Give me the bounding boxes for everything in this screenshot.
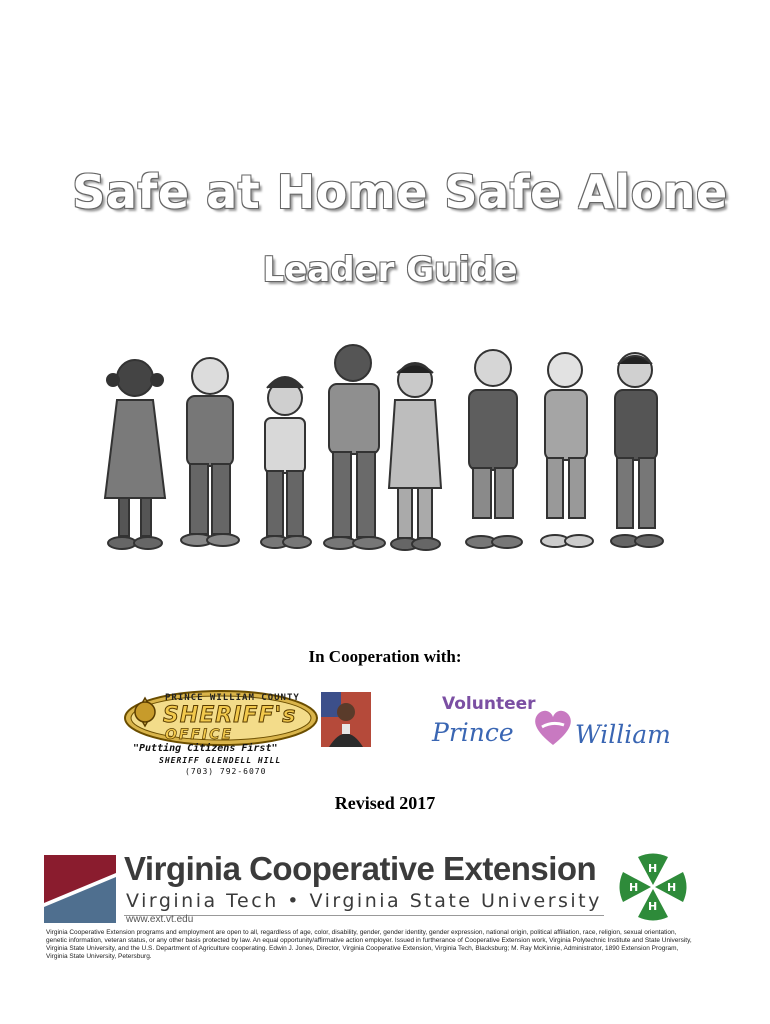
vce-universities: Virginia Tech • Virginia State University [126, 890, 602, 912]
sheriff-office-word: OFFICE [165, 727, 234, 743]
sheriff-county: PRINCE WILLIAM COUNTY [165, 693, 300, 703]
heart-hand-icon [530, 705, 576, 749]
child-figure [541, 353, 593, 547]
volunteer-prince: Prince [432, 718, 514, 747]
sheriff-title: SHERIFF's [163, 703, 297, 728]
child-figure [105, 360, 165, 549]
child-figure [324, 345, 385, 549]
sheriff-office-logo [123, 690, 323, 780]
sheriff-photo [321, 692, 371, 747]
revised-label: Revised 2017 [334, 793, 436, 813]
svg-text:H: H [648, 862, 658, 875]
vce-logo-mark [44, 855, 116, 923]
svg-text:H: H [648, 900, 658, 913]
legal-disclaimer: Virginia Cooperative Extension programs and employment are open to all, regardless of age, color, disability, gender, gender identity, gender expression, national origin, political affiliation, race, religion, sexual orientation, genetic information, veteran status, or any other basis protected by law. An equal opportunity/affirmative action employer. Issued in furtherance of Cooperative Extension work, Virginia Polytechnic Institute and State University, Virginia State University, and the U.S. Department of Agriculture cooperating. Edwin J. Jones, Director, Virginia Cooperative Extension, Virginia Tech, Blacksburg; M. Ray McKinnie, Administrator, 1890 Extension Program, Virginia State University, Petersburg. [46, 929, 692, 960]
cooperation-label: In Cooperation with: [308, 647, 462, 666]
child-figure [389, 363, 441, 550]
svg-text:H: H [629, 881, 639, 894]
volunteer-label: Volunteer [442, 694, 536, 714]
volunteer-william: William [575, 720, 671, 749]
sheriff-name: SHERIFF GLENDELL HILL [159, 756, 282, 765]
document-title: Safe at Home Safe Alone [72, 165, 728, 219]
sheriff-motto: "Putting Citizens First" [133, 743, 278, 754]
vce-divider [124, 915, 604, 916]
child-figure [181, 358, 239, 546]
vce-name: Virginia Cooperative Extension [124, 850, 597, 887]
document-subtitle: Leader Guide [262, 250, 518, 290]
children-illustration [95, 338, 685, 568]
sheriff-phone: (703) 792-6070 [185, 767, 267, 776]
child-figure [611, 353, 663, 547]
child-figure [261, 377, 311, 548]
child-figure [466, 350, 522, 548]
vce-url: www.ext.vt.edu [126, 914, 194, 925]
svg-text:H: H [667, 881, 677, 894]
four-h-clover-icon [618, 852, 688, 922]
